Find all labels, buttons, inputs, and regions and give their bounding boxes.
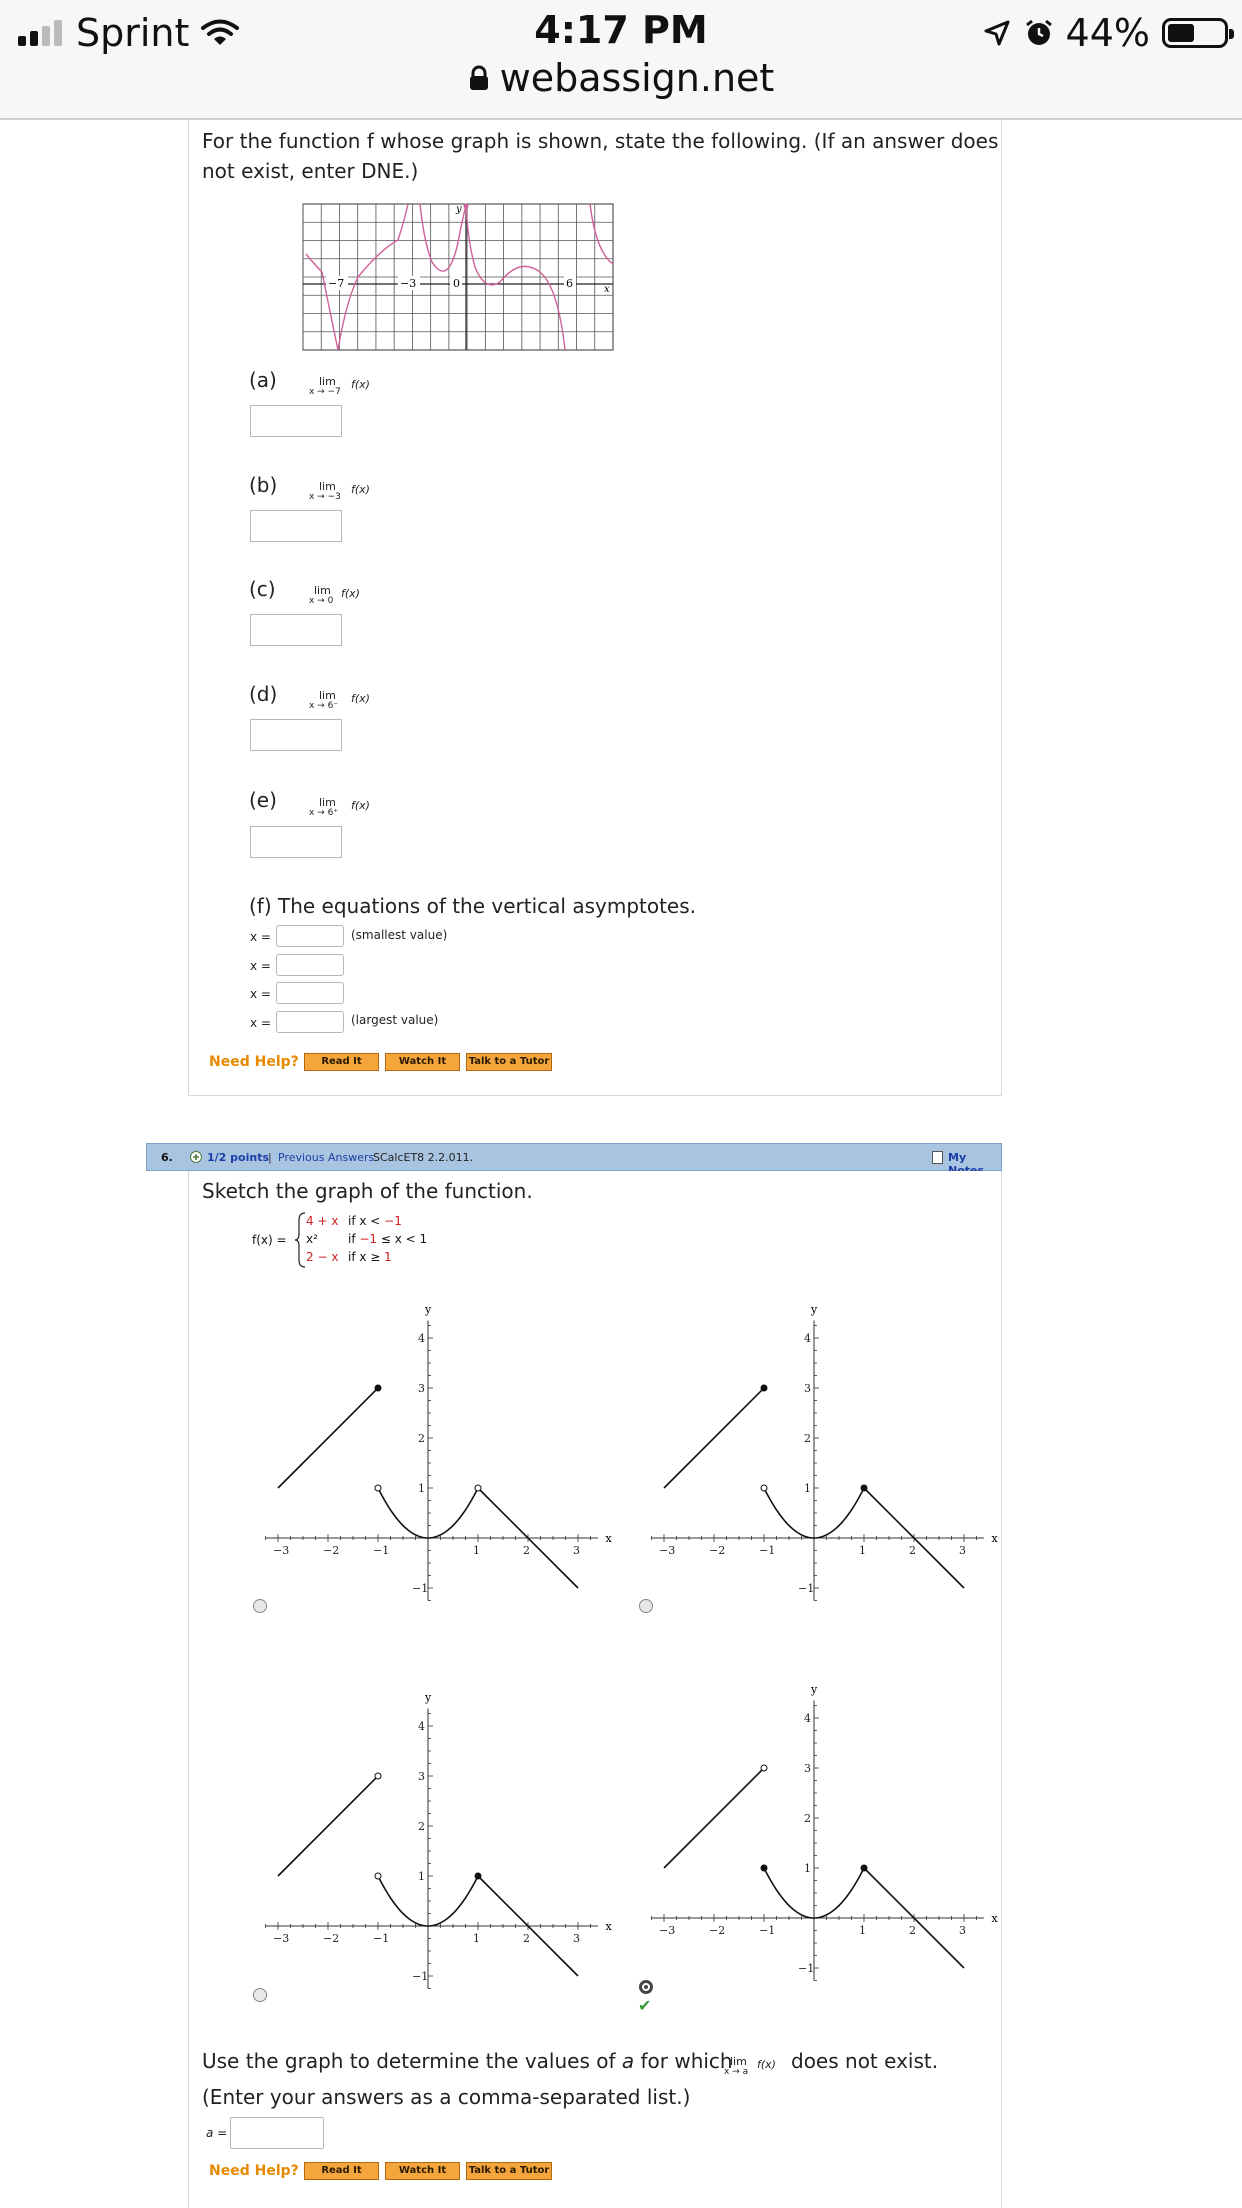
case-1-cond-value: −1 (384, 1214, 402, 1228)
asymptote-prefix-3: x = (250, 987, 271, 1001)
expand-icon[interactable] (190, 1151, 202, 1163)
question-number: 6. (161, 1151, 173, 1164)
q5-tick-0: 0 (453, 277, 460, 290)
talk-to-tutor-button[interactable]: Talk to a Tutor (466, 1053, 552, 1071)
q5-point (464, 204, 469, 209)
case-3-cond (348, 1250, 392, 1264)
part-label: (e) (249, 788, 277, 812)
choice-radio-4-selected[interactable] (639, 1980, 653, 1994)
case-2-cond-text: if (348, 1232, 360, 1246)
choice-radio-1[interactable] (253, 1599, 267, 1613)
x-tick-label: 1 (473, 1932, 480, 1945)
x-tick-label: −2 (323, 1932, 340, 1945)
q5-tick-m3: −3 (400, 277, 417, 290)
lim-subscript: x → 6⁻ (309, 701, 339, 711)
x-tick-label: 2 (909, 1544, 916, 1557)
correct-check-icon: ✔ (638, 1996, 652, 2015)
y-tick-label: 2 (804, 1432, 811, 1445)
smallest-value-note: (smallest value) (351, 928, 448, 942)
part-label: (b) (249, 473, 278, 497)
largest-value-note: (largest value) (351, 1013, 439, 1027)
q5-y-label: y (456, 204, 462, 215)
function-name: f(x) = (252, 1233, 287, 1247)
y-tick-label: −1 (798, 1582, 815, 1595)
asymptote-input-4[interactable] (276, 1011, 344, 1033)
y-tick-label: 1 (804, 1482, 811, 1495)
lock-icon (468, 65, 490, 91)
part-label: (a) (249, 368, 277, 392)
y-tick-label: 1 (418, 1482, 425, 1495)
question-6-header (146, 1143, 1002, 1171)
case-2-cond-value: −1 (359, 1232, 378, 1246)
endpoint-parabola-right (475, 1873, 481, 1879)
piece-linear-left (278, 1388, 378, 1488)
choice-graph-4 (652, 1656, 998, 1996)
lim-word: lim (730, 2055, 747, 2068)
x-tick-label: −1 (373, 1932, 390, 1945)
case-3-cond-value: 1 (384, 1250, 392, 1264)
lim-function: f(x) (341, 587, 360, 600)
watch-it-button[interactable]: Watch It (385, 1053, 460, 1071)
q5-function-graph (300, 202, 616, 352)
battery-icon (1162, 18, 1228, 48)
lim-word: lim (319, 480, 336, 493)
x-axis-label: x (605, 1920, 612, 1933)
choice-radio-2[interactable] (639, 1599, 653, 1613)
endpoint-left-line (375, 1385, 381, 1391)
x-tick-label: 2 (523, 1932, 530, 1945)
asymptote-input-2[interactable] (276, 954, 344, 976)
q5-x-label: x (604, 284, 610, 295)
x-tick-label: 1 (473, 1544, 480, 1557)
endpoint-left-line (761, 1765, 767, 1771)
x-tick-label: −1 (759, 1924, 776, 1937)
q5-tick-6: 6 (566, 277, 573, 290)
lim-subscript: x → −7 (309, 387, 341, 397)
x-tick-label: 2 (909, 1924, 916, 1937)
alarm-icon (1024, 18, 1054, 48)
piece-linear-left (278, 1776, 378, 1876)
endpoint-parabola-left (375, 1873, 381, 1879)
x-tick-label: 1 (859, 1924, 866, 1937)
carrier-name: Sprint (76, 11, 190, 55)
y-tick-label: 4 (418, 1720, 425, 1733)
asymptotes-heading: (f) The equations of the vertical asymptotes. (249, 894, 697, 918)
read-it-button[interactable]: Read It (304, 1053, 379, 1071)
endpoint-left-line (375, 1773, 381, 1779)
q5-tick-m7: −7 (328, 277, 345, 290)
lim-word: lim (319, 796, 336, 809)
followup-line2: (Enter your answers as a comma-separated list.) (202, 2085, 691, 2109)
y-tick-label: 2 (804, 1812, 811, 1825)
a-answer-input[interactable] (230, 2117, 324, 2149)
choice-graph-2 (652, 1276, 998, 1616)
x-tick-label: −2 (709, 1924, 726, 1937)
ios-status-bar (0, 0, 1242, 120)
y-tick-label: 4 (804, 1712, 811, 1725)
y-tick-label: 3 (804, 1762, 811, 1775)
header-separator: | (268, 1151, 272, 1164)
y-tick-label: 4 (804, 1332, 811, 1345)
part-label: (d) (249, 682, 278, 706)
x-axis-label: x (991, 1912, 998, 1925)
case-2-cond (348, 1232, 427, 1246)
a-label: a = (206, 2126, 228, 2140)
lim-subscript: x → −3 (309, 492, 341, 502)
y-tick-label: 3 (804, 1382, 811, 1395)
y-tick-label: 4 (418, 1332, 425, 1345)
status-icons (982, 8, 1228, 58)
lim-subscript: x → 6⁺ (309, 808, 339, 818)
lim-function: f(x) (757, 2058, 776, 2071)
piece-linear-left (664, 1388, 764, 1488)
y-tick-label: −1 (798, 1962, 815, 1975)
x-tick-label: 3 (573, 1932, 580, 1945)
x-tick-label: 3 (959, 1924, 966, 1937)
endpoint-parabola-right (861, 1865, 867, 1871)
y-tick-label: 2 (418, 1820, 425, 1833)
y-axis-label: y (425, 1691, 432, 1704)
case-2-cond-post: ≤ x < 1 (377, 1232, 428, 1246)
endpoint-parabola-right (475, 1485, 481, 1491)
previous-answers-link[interactable]: Previous Answers (278, 1151, 375, 1164)
x-tick-label: 3 (573, 1544, 580, 1557)
piecewise-function (252, 1212, 452, 1268)
y-axis-label: y (811, 1683, 818, 1696)
location-arrow-icon (982, 18, 1012, 48)
choice-graph-1 (266, 1276, 612, 1616)
my-notes-link[interactable]: My (948, 1151, 967, 1164)
x-tick-label: −3 (659, 1924, 676, 1937)
asymptote-input-3[interactable] (276, 982, 344, 1004)
q5-prompt-line1: For the function f whose graph is shown, state the following. (If an answer does (202, 129, 999, 153)
y-axis-label: y (811, 1303, 818, 1316)
endpoint-parabola-left (761, 1865, 767, 1871)
notes-icon (932, 1151, 943, 1164)
x-tick-label: −1 (759, 1544, 776, 1557)
y-tick-label: −1 (412, 1970, 429, 1983)
q6-prompt: Sketch the graph of the function. (202, 1179, 533, 1203)
lim-word: lim (319, 375, 336, 388)
clock: 4:17 PM (534, 8, 708, 52)
followup-text-pre: Use the graph to determine the values of (202, 2049, 622, 2073)
y-tick-label: −1 (412, 1582, 429, 1595)
followup-variable: a (621, 2049, 635, 2073)
y-axis-label: y (425, 1303, 432, 1316)
endpoint-left-line (761, 1385, 767, 1391)
y-tick-label: 1 (418, 1870, 425, 1883)
followup-line1 (202, 2046, 733, 2076)
asymptote-prefix-4: x = (250, 1016, 271, 1030)
piece-linear-left (664, 1768, 764, 1868)
watch-it-button[interactable]: Watch It (385, 2162, 460, 2180)
x-tick-label: −3 (659, 1544, 676, 1557)
asymptote-prefix-2: x = (250, 959, 271, 973)
answer-input-e[interactable] (250, 826, 342, 858)
asymptote-prefix-1: x = (250, 930, 271, 944)
x-axis-label: x (605, 1532, 612, 1545)
url-text[interactable]: webassign.net (499, 56, 775, 100)
case-1-expr: 4 + x (306, 1214, 339, 1228)
lim-word: lim (314, 584, 331, 597)
x-tick-label: −3 (273, 1544, 290, 1557)
case-2-expr: x² (306, 1232, 318, 1246)
x-tick-label: −2 (323, 1544, 340, 1557)
points-link[interactable]: 1/2 points (207, 1151, 269, 1164)
endpoint-parabola-right (861, 1485, 867, 1491)
answer-input-c[interactable] (250, 614, 342, 646)
x-tick-label: 3 (959, 1544, 966, 1557)
choice-radio-3[interactable] (253, 1988, 267, 2002)
x-tick-label: −3 (273, 1932, 290, 1945)
x-tick-label: 1 (859, 1544, 866, 1557)
need-help-label: Need Help? (209, 2163, 299, 2179)
need-help-label: Need Help? (209, 1054, 299, 1070)
followup-end: does not exist. (791, 2049, 939, 2073)
read-it-button[interactable]: Read It (304, 2162, 379, 2180)
part-label: (c) (249, 577, 276, 601)
case-3-expr: 2 − x (306, 1250, 339, 1264)
x-tick-label: −2 (709, 1544, 726, 1557)
lim-subscript: x → a (724, 2067, 749, 2077)
asymptote-input-1[interactable] (276, 925, 344, 947)
endpoint-parabola-left (375, 1485, 381, 1491)
lim-function: f(x) (351, 799, 370, 812)
x-axis-label: x (991, 1532, 998, 1545)
choice-graph-3 (266, 1664, 612, 2004)
answer-input-a[interactable] (250, 405, 342, 437)
lim-function: f(x) (351, 483, 370, 496)
x-tick-label: 2 (523, 1544, 530, 1557)
lim-function: f(x) (351, 692, 370, 705)
battery-percent: 44% (1065, 11, 1150, 55)
answer-input-b[interactable] (250, 510, 342, 542)
talk-to-tutor-button[interactable]: Talk to a Tutor (466, 2162, 552, 2180)
lim-subscript: x → 0 (309, 596, 334, 606)
q5-prompt-line2: not exist, enter DNE.) (202, 159, 419, 183)
lim-function: f(x) (351, 378, 370, 391)
case-1-cond-text: if x < (348, 1214, 385, 1228)
y-tick-label: 1 (804, 1862, 811, 1875)
problem-code: SCalcET8 2.2.011. (373, 1151, 474, 1164)
x-tick-label: −1 (373, 1544, 390, 1557)
case-3-cond-text: if x ≥ (348, 1250, 385, 1264)
y-tick-label: 3 (418, 1382, 425, 1395)
endpoint-parabola-left (761, 1485, 767, 1491)
lim-word: lim (319, 689, 336, 702)
y-tick-label: 3 (418, 1770, 425, 1783)
url-bar[interactable] (0, 56, 1242, 100)
followup-text-post: for which (634, 2049, 733, 2073)
y-tick-label: 2 (418, 1432, 425, 1445)
case-1-cond (348, 1214, 402, 1228)
answer-input-d[interactable] (250, 719, 342, 751)
